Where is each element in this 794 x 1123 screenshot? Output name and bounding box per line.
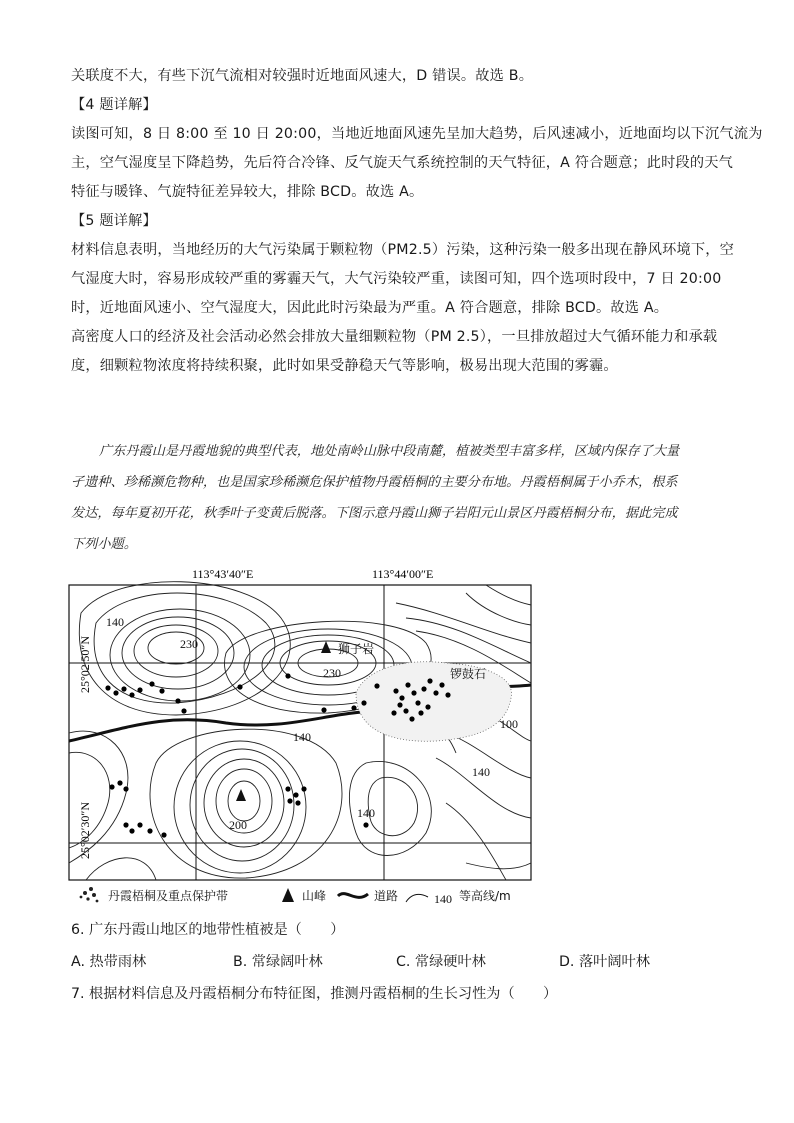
explanation-line: 高密度人口的经济及社会活动必然会排放大量细颗粒物（PM 2.5），一旦排放超过大气循环能力和承载 [71,329,718,345]
legend-peak-label: 山峰 [302,889,327,903]
contour-label: 140 [472,765,490,779]
explanation-line: 材料信息表明，当地经历的大气污染属于颗粒物（PM2.5）污染，这种污染一般多出现在静风环境下，空 [71,242,735,258]
contour-label: 140 [357,806,375,820]
latitude-label: 25°02′30″N [78,801,92,859]
contour-label: 200 [229,818,247,832]
legend-peak-icon [282,888,294,902]
answer-explanations [71,62,763,381]
latitude-label: 25°02′50″N [78,635,92,693]
legend-contour-value: 140 [434,892,452,906]
material-line: 孑遗种、珍稀濒危物种，也是国家珍稀濒危保护植物丹霞梧桐的主要分布地。丹霞梧桐属于小乔木，根系 [71,475,678,490]
material-line: 广东丹霞山是丹霞地貌的典型代表，地处南岭山脉中段南麓，植被类型丰富多样，区域内保存了大量 [99,444,680,459]
longitude-label: 113°43′40″E [192,567,254,581]
contour-label: 230 [323,666,341,680]
contour-label: 140 [106,615,124,629]
contour-label: 140 [293,730,311,744]
explanation-line: 气湿度大时，容易形成较严重的雾霾天气，大气污染较严重，读图可知，四个选项时段中，7 日 20:00 [71,271,722,287]
explanation-line: 主，空气湿度呈下降趋势，先后符合冷锋、反气旋天气系统控制的天气特征，A 符合题意；此时段的天气 [71,155,734,171]
longitude-label: 113°44′00″E [372,567,434,581]
material-line: 下列小题。 [71,537,137,552]
question-6-option-d[interactable]: D. 落叶阔叶林 [559,954,650,970]
question-4-heading: 【4 题详解】 [71,97,157,113]
place-name-gong-rock: 锣鼓石 [450,667,487,681]
legend-contour-icon [406,894,428,902]
question-6-option-b[interactable]: B. 常绿阔叶林 [233,954,323,970]
explanation-line: 读图可知，8 日 8:00 至 10 日 20:00，当地近地面风速先呈加大趋势，后风速减小，近地面均以下沉气流为 [71,126,763,142]
material-passage [71,436,721,560]
topographic-map-figure [66,563,536,908]
legend-contour-label: 等高线/m [459,889,511,903]
question-5-heading: 【5 题详解】 [71,213,157,229]
explanation-line: 特征与暖锋、气旋特征差异较大，排除 BCD。故选 A。 [71,184,424,200]
contour-label: 230 [180,637,198,651]
question-6-option-a[interactable]: A. 热带雨林 [71,954,147,970]
legend-tree-icon [80,887,99,902]
contour-map [66,563,536,908]
material-line: 发达，每年夏初开花，秋季叶子变黄后脱落。下图示意丹霞山狮子岩阳元山景区丹霞梧桐分布，据此完成 [71,506,678,521]
place-name-lion-rock: 狮子岩 [338,642,375,656]
legend-road-label: 道路 [374,889,399,903]
legend-tree-label: 丹霞梧桐及重点保护带 [108,889,229,903]
question-6-stem: 6. 广东丹霞山地区的地带性植被是（ ） [71,922,345,938]
question-6-option-c[interactable]: C. 常绿硬叶林 [396,954,486,970]
explanation-line: 关联度不大，有些下沉气流相对较强时近地面风速大，D 错误。故选 B。 [71,68,534,84]
contour-label: 100 [500,717,518,731]
map-legend [80,887,511,906]
explanation-line: 度，细颗粒物浓度将持续积聚，此时如果受静稳天气等影响，极易出现大范围的雾霾。 [71,358,618,374]
explanation-line: 时，近地面风速小、空气湿度大，因此此时污染最为严重。A 符合题意，排除 BCD。故选 A。 [71,300,669,316]
legend-road-icon [338,894,368,898]
question-7-stem: 7. 根据材料信息及丹霞梧桐分布特征图，推测丹霞梧桐的生长习性为（ ） [71,986,558,1002]
